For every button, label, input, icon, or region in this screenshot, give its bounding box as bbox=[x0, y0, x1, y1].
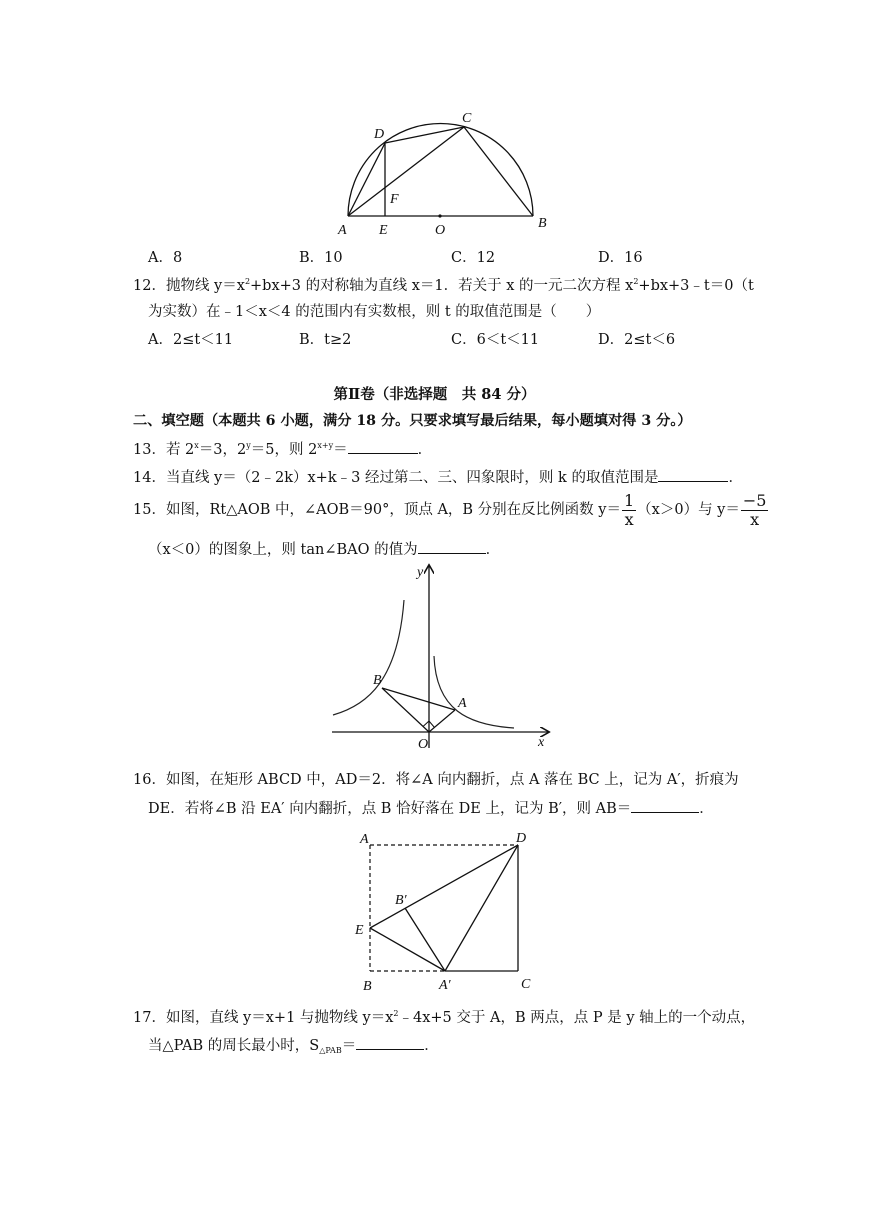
q15-text-a: 如图，Rt△AOB 中，∠AOB＝90°，顶点 A，B 分别在反比例函数 y＝ bbox=[165, 502, 621, 518]
q16-line1 bbox=[133, 768, 739, 789]
label-A: A bbox=[458, 696, 467, 711]
q16-text-line2: DE．若将∠B 沿 EA′ 向内翻折，点 B 恰好落在 DE 上，记为 B′，则 AB＝ bbox=[148, 801, 632, 817]
q15-fraction-2 bbox=[741, 492, 769, 529]
q16-text-line1: 如图，在矩形 ABCD 中，AD＝2．将∠A 向内翻折，点 A 落在 BC 上，记为 A′，折痕为 bbox=[165, 772, 739, 788]
q16-answer-blank[interactable] bbox=[631, 799, 699, 813]
label-E: E bbox=[379, 223, 388, 238]
segment-DA-prime bbox=[445, 845, 518, 971]
section-heading: 二、填空题（本题共 6 小题，满分 18 分。只要求填写最后结果，每小题填对得 3 分。） bbox=[133, 413, 692, 429]
q12-sup-a: 2 bbox=[244, 277, 251, 286]
q12-text-c: +bx+3﹣t＝0（t bbox=[638, 278, 754, 294]
q15-answer-blank[interactable] bbox=[418, 540, 486, 554]
label-C: C bbox=[521, 977, 531, 992]
q12-line2: 为实数）在﹣1＜x＜4 的范围内有实数根，则 t 的取值范围是（ ） bbox=[148, 304, 601, 320]
q13-end: ． bbox=[417, 442, 433, 458]
q15-frac1-den: x bbox=[624, 509, 634, 529]
q14-answer-blank[interactable] bbox=[658, 468, 728, 482]
q13-text-c: ＝5，则 2 bbox=[250, 442, 318, 458]
q15-frac2-num: −5 bbox=[742, 490, 767, 510]
label-y: y bbox=[417, 565, 424, 580]
q13-text-d: ＝ bbox=[333, 442, 348, 458]
q17-text-a: 如图，直线 y＝x+1 与抛物线 y＝x bbox=[165, 1010, 394, 1026]
q12-text-a: 抛物线 y＝x bbox=[165, 278, 245, 294]
q15-fraction-1 bbox=[622, 492, 636, 529]
q17-line2 bbox=[148, 1034, 439, 1055]
q15-text-b: （x＞0）与 y＝ bbox=[637, 502, 740, 518]
q13 bbox=[133, 438, 432, 459]
label-A: A bbox=[338, 223, 347, 238]
q14 bbox=[133, 466, 743, 487]
q17-sub: △PAB bbox=[319, 1046, 342, 1055]
curve-y-neg5-over-x bbox=[333, 600, 404, 715]
label-F: F bbox=[390, 192, 399, 207]
q17-line1 bbox=[133, 1006, 755, 1027]
q17-text-c: 当△PAB 的周长最小时，S bbox=[148, 1038, 320, 1054]
label-O: O bbox=[418, 737, 429, 752]
q15-frac2-den: x bbox=[750, 509, 760, 529]
q13-text-a: 若 2 bbox=[165, 442, 195, 458]
q11-option-b: B．10 bbox=[299, 250, 343, 266]
q11-option-d: D．16 bbox=[598, 250, 643, 266]
q15-frac1-num: 1 bbox=[623, 490, 635, 510]
q16-line2 bbox=[148, 797, 714, 818]
q13-answer-blank[interactable] bbox=[348, 440, 418, 454]
q13-sup-y: y bbox=[246, 441, 251, 450]
segment-OA bbox=[429, 710, 455, 732]
point-O bbox=[438, 214, 441, 217]
q12-number: 12． bbox=[133, 278, 166, 294]
fold-DE bbox=[370, 845, 518, 928]
q15-text-line2: （x＜0）的图象上，则 tan∠BAO 的值为 bbox=[148, 542, 418, 558]
label-B: B bbox=[373, 673, 382, 688]
label-x: x bbox=[538, 735, 545, 750]
segment-AC bbox=[348, 127, 464, 216]
q12-option-c: C．6＜t＜11 bbox=[451, 332, 540, 348]
segment-AD bbox=[348, 143, 385, 216]
q11-option-c: C．12 bbox=[451, 250, 496, 266]
q17-text-d: ＝ bbox=[341, 1038, 357, 1054]
q17-end: ． bbox=[424, 1038, 439, 1054]
q12-text-b: +bx+3 的对称轴为直线 x＝1．若关于 x 的一元二次方程 x bbox=[250, 278, 634, 294]
label-B-prime: B′ bbox=[395, 893, 407, 908]
section-title: 第Ⅱ卷（非选择题 共 84 分） bbox=[333, 386, 536, 403]
label-E: E bbox=[355, 923, 364, 938]
label-C: C bbox=[462, 111, 472, 126]
q12-option-d: D．2≤t＜6 bbox=[598, 332, 676, 348]
label-D: D bbox=[516, 831, 527, 846]
q13-sup-xy: x+y bbox=[317, 441, 334, 450]
q17-answer-blank[interactable] bbox=[356, 1036, 424, 1050]
q16-figure bbox=[350, 828, 550, 998]
q15-figure bbox=[328, 560, 558, 755]
segment-B-prime-A-prime bbox=[405, 908, 445, 971]
segment-CB bbox=[464, 127, 533, 216]
q14-end: ． bbox=[728, 470, 743, 486]
q12-option-b: B．t≥2 bbox=[299, 332, 352, 348]
label-B: B bbox=[363, 979, 372, 994]
q13-sup-x: x bbox=[194, 441, 199, 450]
q11-option-a: A．8 bbox=[148, 250, 183, 266]
q12-line1 bbox=[133, 274, 754, 295]
q14-text: 当直线 y＝（2﹣2k）x+k﹣3 经过第二、三、四象限时，则 k 的取值范围是 bbox=[165, 470, 659, 486]
q13-text-b: ＝3，2 bbox=[198, 442, 247, 458]
q16-end: ． bbox=[699, 801, 714, 817]
q11-figure bbox=[330, 110, 560, 240]
q17-number: 17． bbox=[133, 1010, 166, 1026]
q15-line2 bbox=[148, 538, 500, 559]
label-B: B bbox=[538, 216, 547, 231]
q15-number: 15． bbox=[133, 502, 166, 518]
q12-sup-b: 2 bbox=[633, 277, 639, 286]
segment-EA-prime bbox=[370, 928, 445, 971]
label-O: O bbox=[435, 223, 446, 238]
q14-number: 14． bbox=[133, 470, 166, 486]
q13-number: 13． bbox=[133, 442, 166, 458]
label-A: A bbox=[360, 832, 369, 847]
q17-sup: 2 bbox=[393, 1009, 399, 1018]
q12-option-a: A．2≤t＜11 bbox=[148, 332, 234, 348]
label-D: D bbox=[374, 127, 385, 142]
q15-end: ． bbox=[485, 542, 501, 558]
label-A-prime: A′ bbox=[439, 978, 451, 993]
q15-line1 bbox=[133, 490, 769, 530]
q17-text-b: ﹣4x+5 交于 A，B 两点，点 P 是 y 轴上的一个动点， bbox=[398, 1010, 756, 1026]
q16-number: 16． bbox=[133, 772, 166, 788]
